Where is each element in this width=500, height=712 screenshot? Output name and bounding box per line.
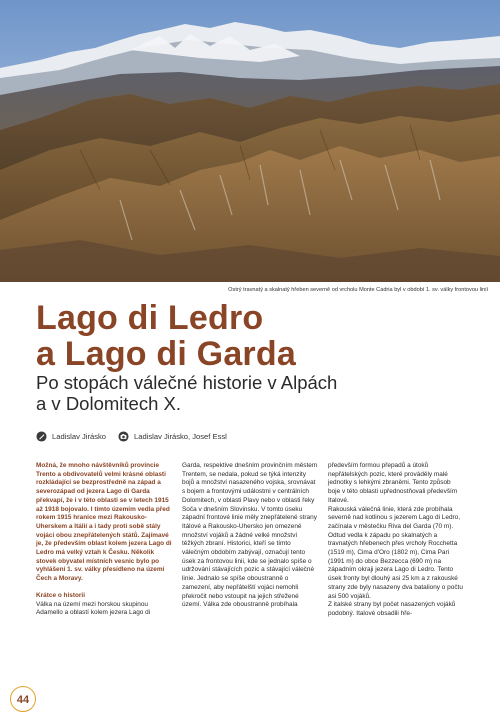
photographer-names: Ladislav Jirásko, Josef Essl — [134, 432, 227, 441]
author-name: Ladislav Jirásko — [52, 432, 107, 441]
mountain-landscape-photo — [0, 0, 500, 282]
subtitle-line-1: Po stopách válečné historie v Alpách — [36, 372, 338, 393]
pen-icon — [36, 431, 47, 442]
body-paragraph: Garda, respektive dnešním provinčním městem Trentem, se nedala, pokud se týká intenzity bojů a množství nasazeného vojska, srovnávat s bojem a frontovými událostmi v centrálních Dolomitech, v oblasti Plavy nebo v oblasti řeky Soča v dnešním Slovinsku. V tomto úseku západní frontové linie měly znepřátelené strany Itálové a Rakousko-Uhersko jen omezené množství vojáků a žádné velké množství těžkých zbraní. Historici, kteří se tímto válečným obdobím zabývají, označují tento úsek za frontovou linii, kde se jednalo spíše o udržování stávajících pozic a stávající válečné linie. Jednalo se spíše oboustranně o zamezení, aby nepřátelští vojáci nemohli překročit nebo vstoupit na jejich střežené území. Válka zde oboustranně probíhala — [182, 462, 318, 609]
credits — [36, 431, 336, 445]
lead-paragraph: Možná, že mnoho návštěvníků provincie Trento a obdivovatelů velmi krásné oblasti rozkládající se bezprostředně na západ a severozápad od jezera Lago di Garda překvapí, že i v této oblasti se v letech 1915 až 1918 bojovalo. I tímto územím vedla před rokem 1915 hranice mezi Rakousko-Uherskem a Itálií a i tady proti sobě stály vojáci obou znepřátelených států. Zajímavé je, že především oblast kolem jezera Lago di Ledro má velký vztah k Česku. Několik stovek obyvatel místních vesnic bylo po vyhlášení 1. sv. války přesídleno na území Čech a Moravy. — [36, 462, 172, 583]
title-line-2: a Lago di Garda — [36, 335, 296, 373]
text-column-2 — [182, 462, 318, 610]
text-column-1 — [36, 462, 172, 618]
article-title — [36, 300, 296, 372]
section-heading: Krátce o historii — [36, 591, 86, 599]
author-credit — [36, 431, 106, 442]
body-paragraph: Rakouská válečná linie, která zde probíhala severně nad kotlinou s jezerem Lago di Ledro, začínala v městečku Riva del Garda (70 m). Odtud vedla k západu po skalnatých a travnatých hřebenech přes vrcholy Rocchetta (1519 m), Cima d'Oro (1802 m), Cima Pari (1991 m) do obce Bezzecca (690 m) na západním okraji jezera Lago di Ledro. Tento úsek fronty byl dlouhý asi 25 km a z rakouské strany zde byly nasazeny dva bataliony o počtu asi 500 vojáků. — [328, 505, 463, 600]
page-number-badge — [10, 686, 36, 712]
photo-caption: Ostrý travnatý a skalnatý hřeben severně od vrcholu Monte Cadria byl v období 1. sv. války frontovou linií — [228, 287, 488, 293]
body-paragraph: Válka na území mezi horskou skupinou Adamello a oblastí kolem jezera Lago di — [36, 600, 151, 617]
article-subtitle — [36, 372, 337, 414]
title-line-1: Lago di Ledro — [36, 299, 264, 337]
text-column-3 — [328, 462, 464, 619]
camera-icon — [118, 431, 129, 442]
subtitle-line-2: a v Dolomitech X. — [36, 393, 181, 414]
body-paragraph: především formou přepadů a útoků nepřátelských pozic, které prováděly malé jednotky s lehkými zbraněmi. Tento způsob boje v této oblasti upřednostňovali především Italové. — [328, 462, 458, 504]
photo-credit — [118, 431, 227, 442]
page-number: 44 — [16, 694, 30, 706]
body-paragraph: Z italské strany byl počet nasazených vojáků podobný. Italové obsadili hře- — [328, 601, 456, 617]
